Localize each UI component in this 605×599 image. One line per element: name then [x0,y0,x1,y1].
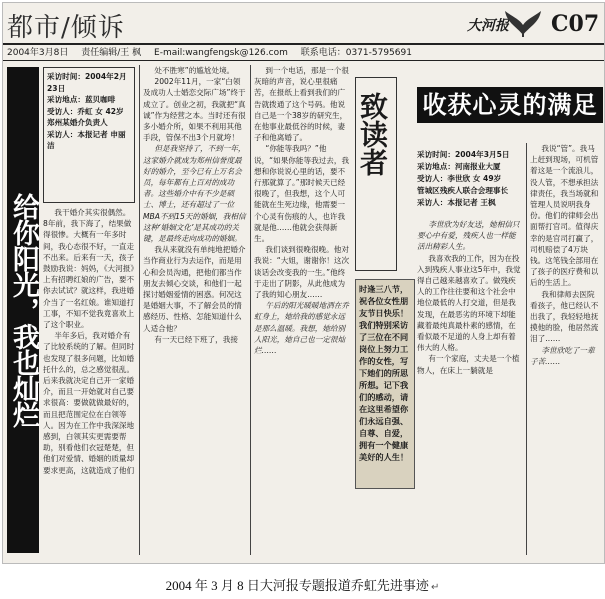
paragraph: 我们谈到很晚很晚。他对我说：“大姐，谢谢你！这次谈话会改变我的一生。”他终于走出了阴影，从此他成为了我的知心朋友…… [254,245,350,300]
info-line: 受访人：李世欣 女 49岁 [417,174,502,183]
paragraph: 我喜欢我的工作，因为在投入到残疾人事业这5年中，我觉得自己越来越喜欢了。做残疾人的工作往往要和这个社会中地位最低的人打交道，但是我发现，在最恶劣的环境下却能藏着最纯真最朴素的感情，在看似最不足道的人身上却有着伟大的人格。 [417,253,521,353]
paragraph: “你能等我吗？”他说，“如果你能等我过去，我想和你说说心里的话，要不行那就算了。”那时候天已经很晚了，但我想，这个人可能就在生死边缘，他需要一个心灵有伤痕的人，也许我就是他……他就会获得新生。 [254,144,350,244]
editor-credit: 责任编辑/王 枫 [81,48,142,58]
info-line: 管城区残疾人联合会理事长 [417,186,509,195]
paragraph: 处不胜寒”的尴尬处境。 [154,66,235,75]
newspaper-clipping [2,2,605,564]
paragraph: 2002年11月，一家“白领及成功人士婚恋交际广场”终于成立了。创业之初，我就把“真诚”作为经营之本。当时还有很多小婚介所，如果不利用其他手段，管保不出3个月就垮！ [143,77,246,143]
left-headline: 给你阳光，我也灿烂 [7,67,39,553]
to-readers-box [355,77,397,271]
paragraph: 我干婚介其实很偶然。8年前，我下海了，结果做得很惨。大概有一年多时间，我心态很不好，一直走不出来。后来有一天，孩子鼓励我说：妈妈，《大河报》上有招聘红娘的广告，要不你去试试？就这样，我进婚介当了一名红娘。谁知道打工事，不知不觉我竟喜欢上了这个职业。 [43,208,135,330]
left-column-3 [254,65,350,555]
paragraph: 半年多后，我对婚介有了比较系统的了解。但同时也发现了很多问题，比如婚托什么的，总之感觉很乱。后来我就决定自己开一家婚介，而且一开始就对自己要求很高：要做就做最好的，而且把范围定位在白领等人。因为在工作中我深深地感到，白领其实更需要帮助，别看他们衣冠楚楚，但他们对爱情、婚姻的质量却要求更高，这就造成了他们 [43,331,135,475]
paragraph: 我说“管”。我马上赶到现场，可机管着这是一个流浪儿，没人管，不想承担法律责任，我当场就和管理人员说明我身份。他们的律师会出面帮打官司。值得庆幸的是官司打赢了，司机赔偿了4万块钱。这笔钱全部用在了孩子的医疗费和以后的生活上。 [530,144,599,288]
column-divider [139,65,140,555]
page-header [3,3,604,41]
left-column-1 [43,207,135,555]
section-title: 都市/倾诉 [7,13,125,43]
paragraph: 但是我坚持了，不到一年，这家婚介就成为郑州信誉度最好的婚介，至今已有上万名会员，每年都有上百对的成功者。这些婚介中有不少是硕士、博士，还有超过了一位MBA不到15天的婚姻，我相信这种‘婚姻文化’是其成功的关键，是最终走向成功的婚姻。 [143,144,246,244]
left-column-2 [143,65,247,555]
right-info-box [417,149,527,209]
info-line: 采访人：本报记者 王枫 [417,198,496,207]
to-readers-title: 致读者 [356,92,389,176]
info-line: 受访人：乔虹 女 42岁 郑州某婚介负责人 [47,106,124,127]
info-line: 采访时间：2004年2月23日 [47,72,127,93]
newspaper-brand: 大河报 [467,18,509,34]
page-number: C07 [551,11,600,37]
dove-logo-icon [503,5,543,39]
meta-bar [3,43,604,61]
paragraph: 李世欣为好友送，她相信只要心中有爱，残疾人也一样能活出精彩人生。 [417,220,520,252]
column-divider [250,65,251,555]
photo-caption [0,575,605,594]
editor-phone: 联系电话：0371-5795691 [300,48,412,58]
paragraph: 午后的阳光暖暖地洒在乔虹身上，她给我的感觉永远是那么温暖。我想，她给别人阳光，她自己也一定很灿烂…… [254,301,349,356]
right-column-2 [530,143,602,555]
issue-date: 2004年3月8日 [7,48,69,58]
column-divider [526,143,527,555]
info-line: 采访时间：2004年3月5日 [417,150,510,159]
left-info-box [43,67,135,203]
readers-notice: 时逢三八节，祝各位女性朋友节日快乐！我们特别采访了三位在不同岗位上努力工作的女性，写下她们的所思所想。记下我们的感动，请在这里希望你们永远自强、自尊、自爱，拥有一个健康美好的人生！ [355,279,415,489]
paragraph: 我和律师去医院看孩子，他已经认不出我了，我轻轻地抚摸他的脸，他居然流泪了…… [530,289,599,344]
info-line: 采访地点：蓝贝咖啡 [47,95,116,104]
info-line: 采访人：本报记者 申丽洁 [47,129,126,150]
right-headline: 收获心灵的满足 [417,87,603,123]
paragraph: 李世欣吃了一辈子苦…… [530,345,595,366]
paragraph: 到一个电话，那是一个很灰暗的声音，说心里很痛苦，在报纸上看到我们的广告就拨通了这个号码。他说自己是一个38岁的研究生，在他事业最低谷的时候，妻子和他离婚了。 [254,66,349,143]
paragraph: 有一个家庭，丈夫是一个植物人，在床上一躺就是 [417,354,520,375]
paragraph: 有一天已经下班了，我接 [154,334,238,344]
return-mark: ↵ [430,582,440,593]
paragraph: 我从来就没有单纯地把婚介当作商业行为去运作，而是用心和会员沟通，把他们都当作朋友去倾心交谈，和他们一起探讨婚姻爱情的困惑。何况这是婚姻大事，不了解会员的情感经历、性格、怎能知道什么人适合他？ [143,245,246,333]
caption-text: 2004 年 3 月 8 日大河报专题报道乔虹先进事迹 [165,578,429,593]
info-line: 采访地点：河南报业大厦 [417,162,501,171]
editor-email: E-mail:wangfengsk@126.com [154,48,288,58]
right-column-1 [417,219,523,555]
